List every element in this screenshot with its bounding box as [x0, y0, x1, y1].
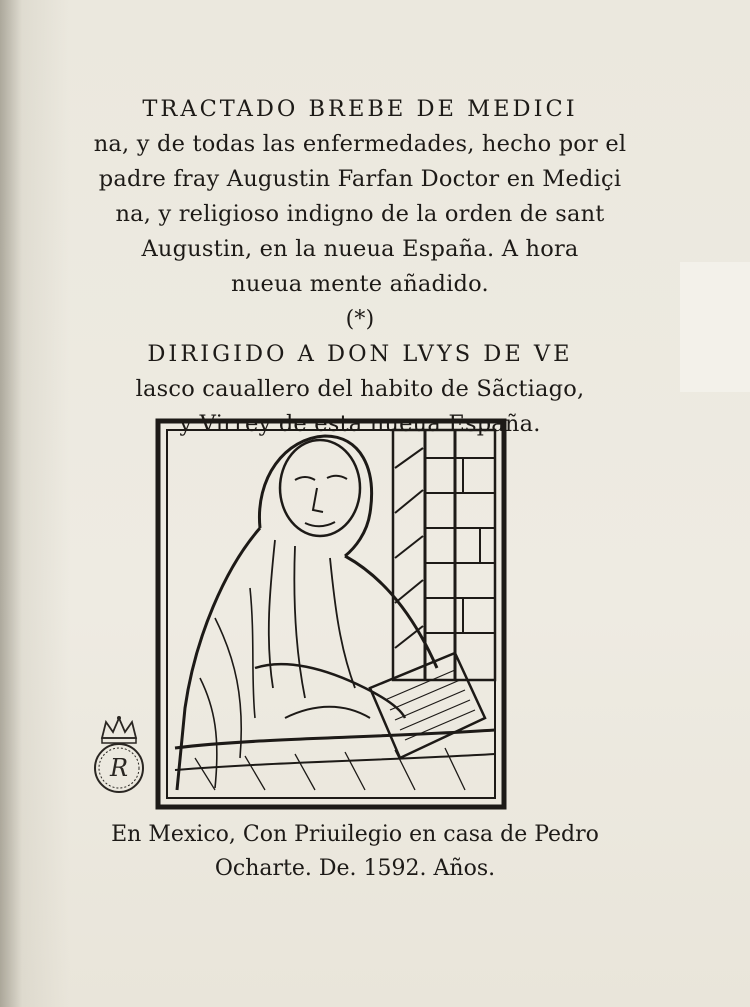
paper-edge-strip	[680, 262, 750, 392]
imprint-block	[60, 818, 650, 886]
imprint-line: Ocharte. De. 1592. Años.	[214, 856, 496, 881]
friar-portrait-icon	[155, 418, 507, 810]
woodcut-illustration	[155, 418, 507, 810]
title-line: padre fray Augustin Farfan Doctor en Mediçi	[98, 166, 622, 192]
library-stamp	[88, 712, 150, 798]
title-line: na, y religioso indigno de la orden de sant	[115, 201, 605, 227]
dedication-line: DIRIGIDO A DON LVYS DE VE	[147, 341, 573, 367]
stamp-letter: R	[109, 754, 129, 782]
imprint-line: En Mexico, Con Priuilegio en casa de Pedro	[111, 822, 599, 847]
title-block	[60, 92, 660, 442]
dedication-line: lasco cauallero del habito de Sãctiago,	[135, 376, 585, 402]
title-line: na, y de todas las enfermedades, hecho por el	[93, 131, 627, 157]
title-line: nueua mente añadido.	[231, 271, 489, 297]
title-line: Augustin, en la nueua España. A hora	[141, 236, 579, 262]
dedication-line: y Virrey de esta nueua España.	[179, 411, 541, 437]
title-line: TRACTADO BREBE DE MEDICI	[142, 96, 578, 122]
crown-stamp-icon	[88, 712, 150, 798]
ornament-asterisk: (*)	[345, 307, 375, 332]
